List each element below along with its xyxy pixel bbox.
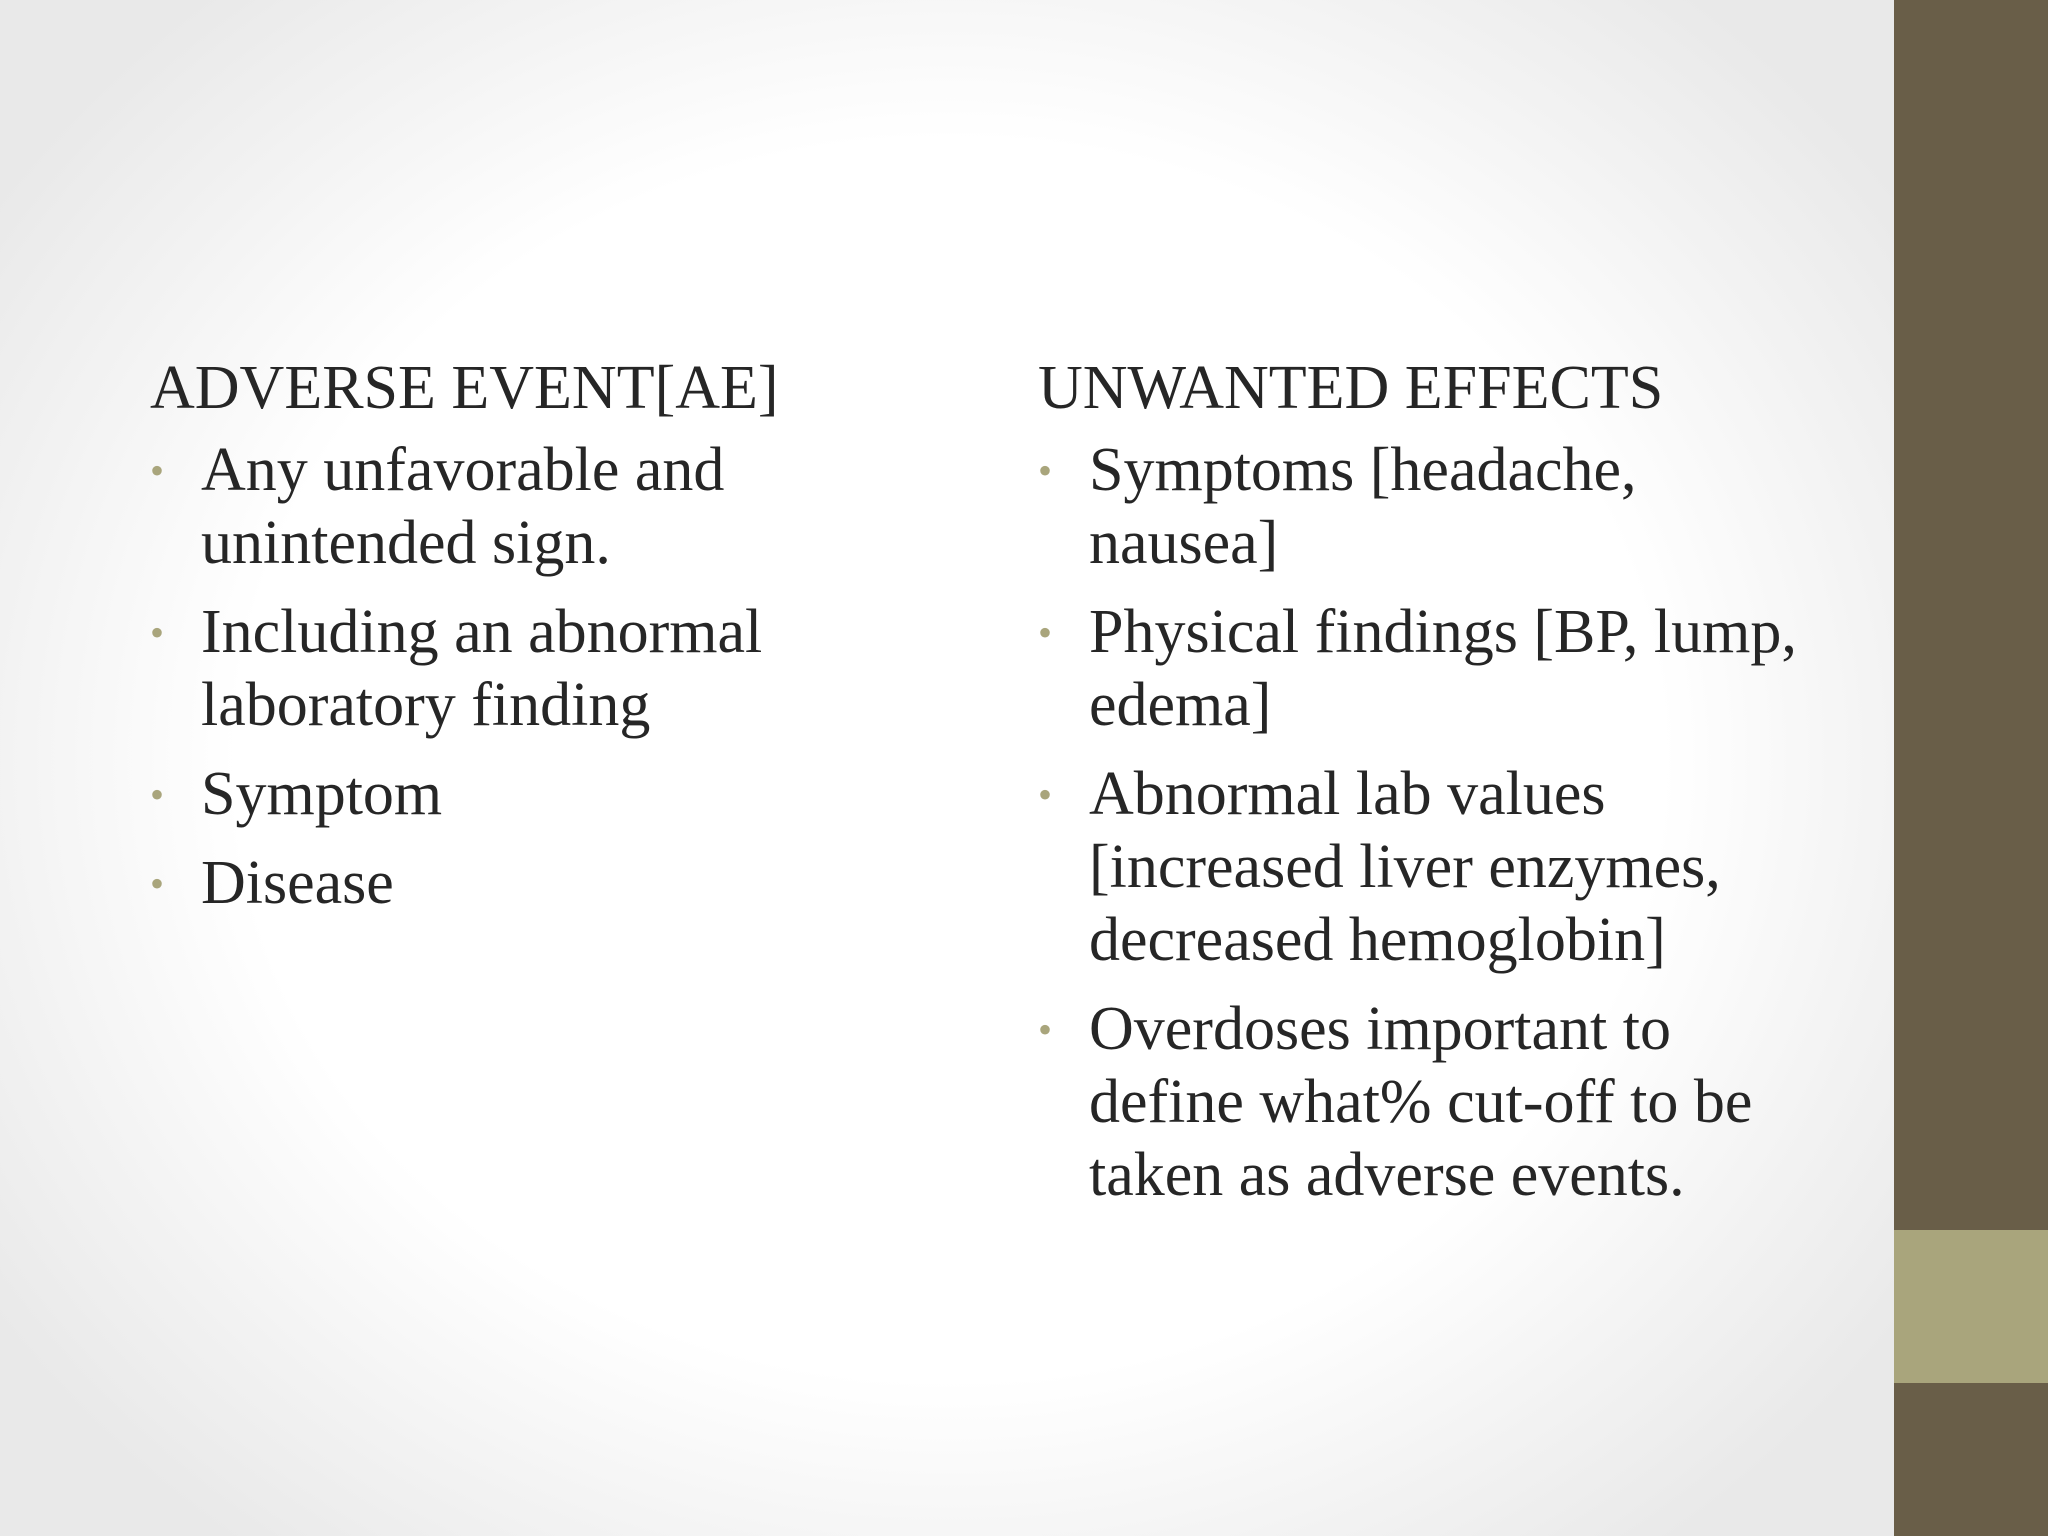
list-item xyxy=(1038,758,1838,977)
left-bullet-list xyxy=(150,434,910,920)
left-column-heading: ADVERSE EVENT[AE] xyxy=(150,354,779,422)
right-column-heading: UNWANTED EFFECTS xyxy=(1038,354,1664,422)
bullet-dot-icon: • xyxy=(150,772,165,817)
bullet-dot-icon: • xyxy=(1038,772,1053,817)
bullet-text: Any unfavorable and unintended sign. xyxy=(201,436,725,577)
bullet-text: Abnormal lab values [increased liver enzymes, decreased hemoglobin] xyxy=(1089,760,1721,974)
right-column xyxy=(1038,352,1838,1228)
bullet-dot-icon: • xyxy=(1038,1007,1053,1052)
list-item xyxy=(150,434,910,580)
bullet-text: Symptom xyxy=(201,760,443,828)
bullet-dot-icon: • xyxy=(1038,448,1053,493)
bullet-text: Symptoms [headache, nausea] xyxy=(1089,436,1637,577)
bullet-text: Overdoses important to define what% cut-off to be taken as adverse events. xyxy=(1089,995,1753,1209)
bullet-text: Disease xyxy=(201,849,394,917)
right-bullet-list xyxy=(1038,434,1838,1212)
bullet-dot-icon: • xyxy=(150,861,165,906)
bullet-text: Physical findings [BP, lump, edema] xyxy=(1089,598,1797,739)
bullet-dot-icon: • xyxy=(1038,610,1053,655)
bullet-dot-icon: • xyxy=(150,448,165,493)
list-item xyxy=(150,847,910,920)
list-item xyxy=(150,758,910,831)
list-item xyxy=(150,596,910,742)
bullet-text: Including an abnormal laboratory finding xyxy=(201,598,763,739)
left-column xyxy=(150,352,910,936)
bullet-dot-icon: • xyxy=(150,610,165,655)
decorative-side-accent xyxy=(1894,1230,2048,1383)
list-item xyxy=(1038,993,1838,1212)
list-item xyxy=(1038,596,1838,742)
list-item xyxy=(1038,434,1838,580)
